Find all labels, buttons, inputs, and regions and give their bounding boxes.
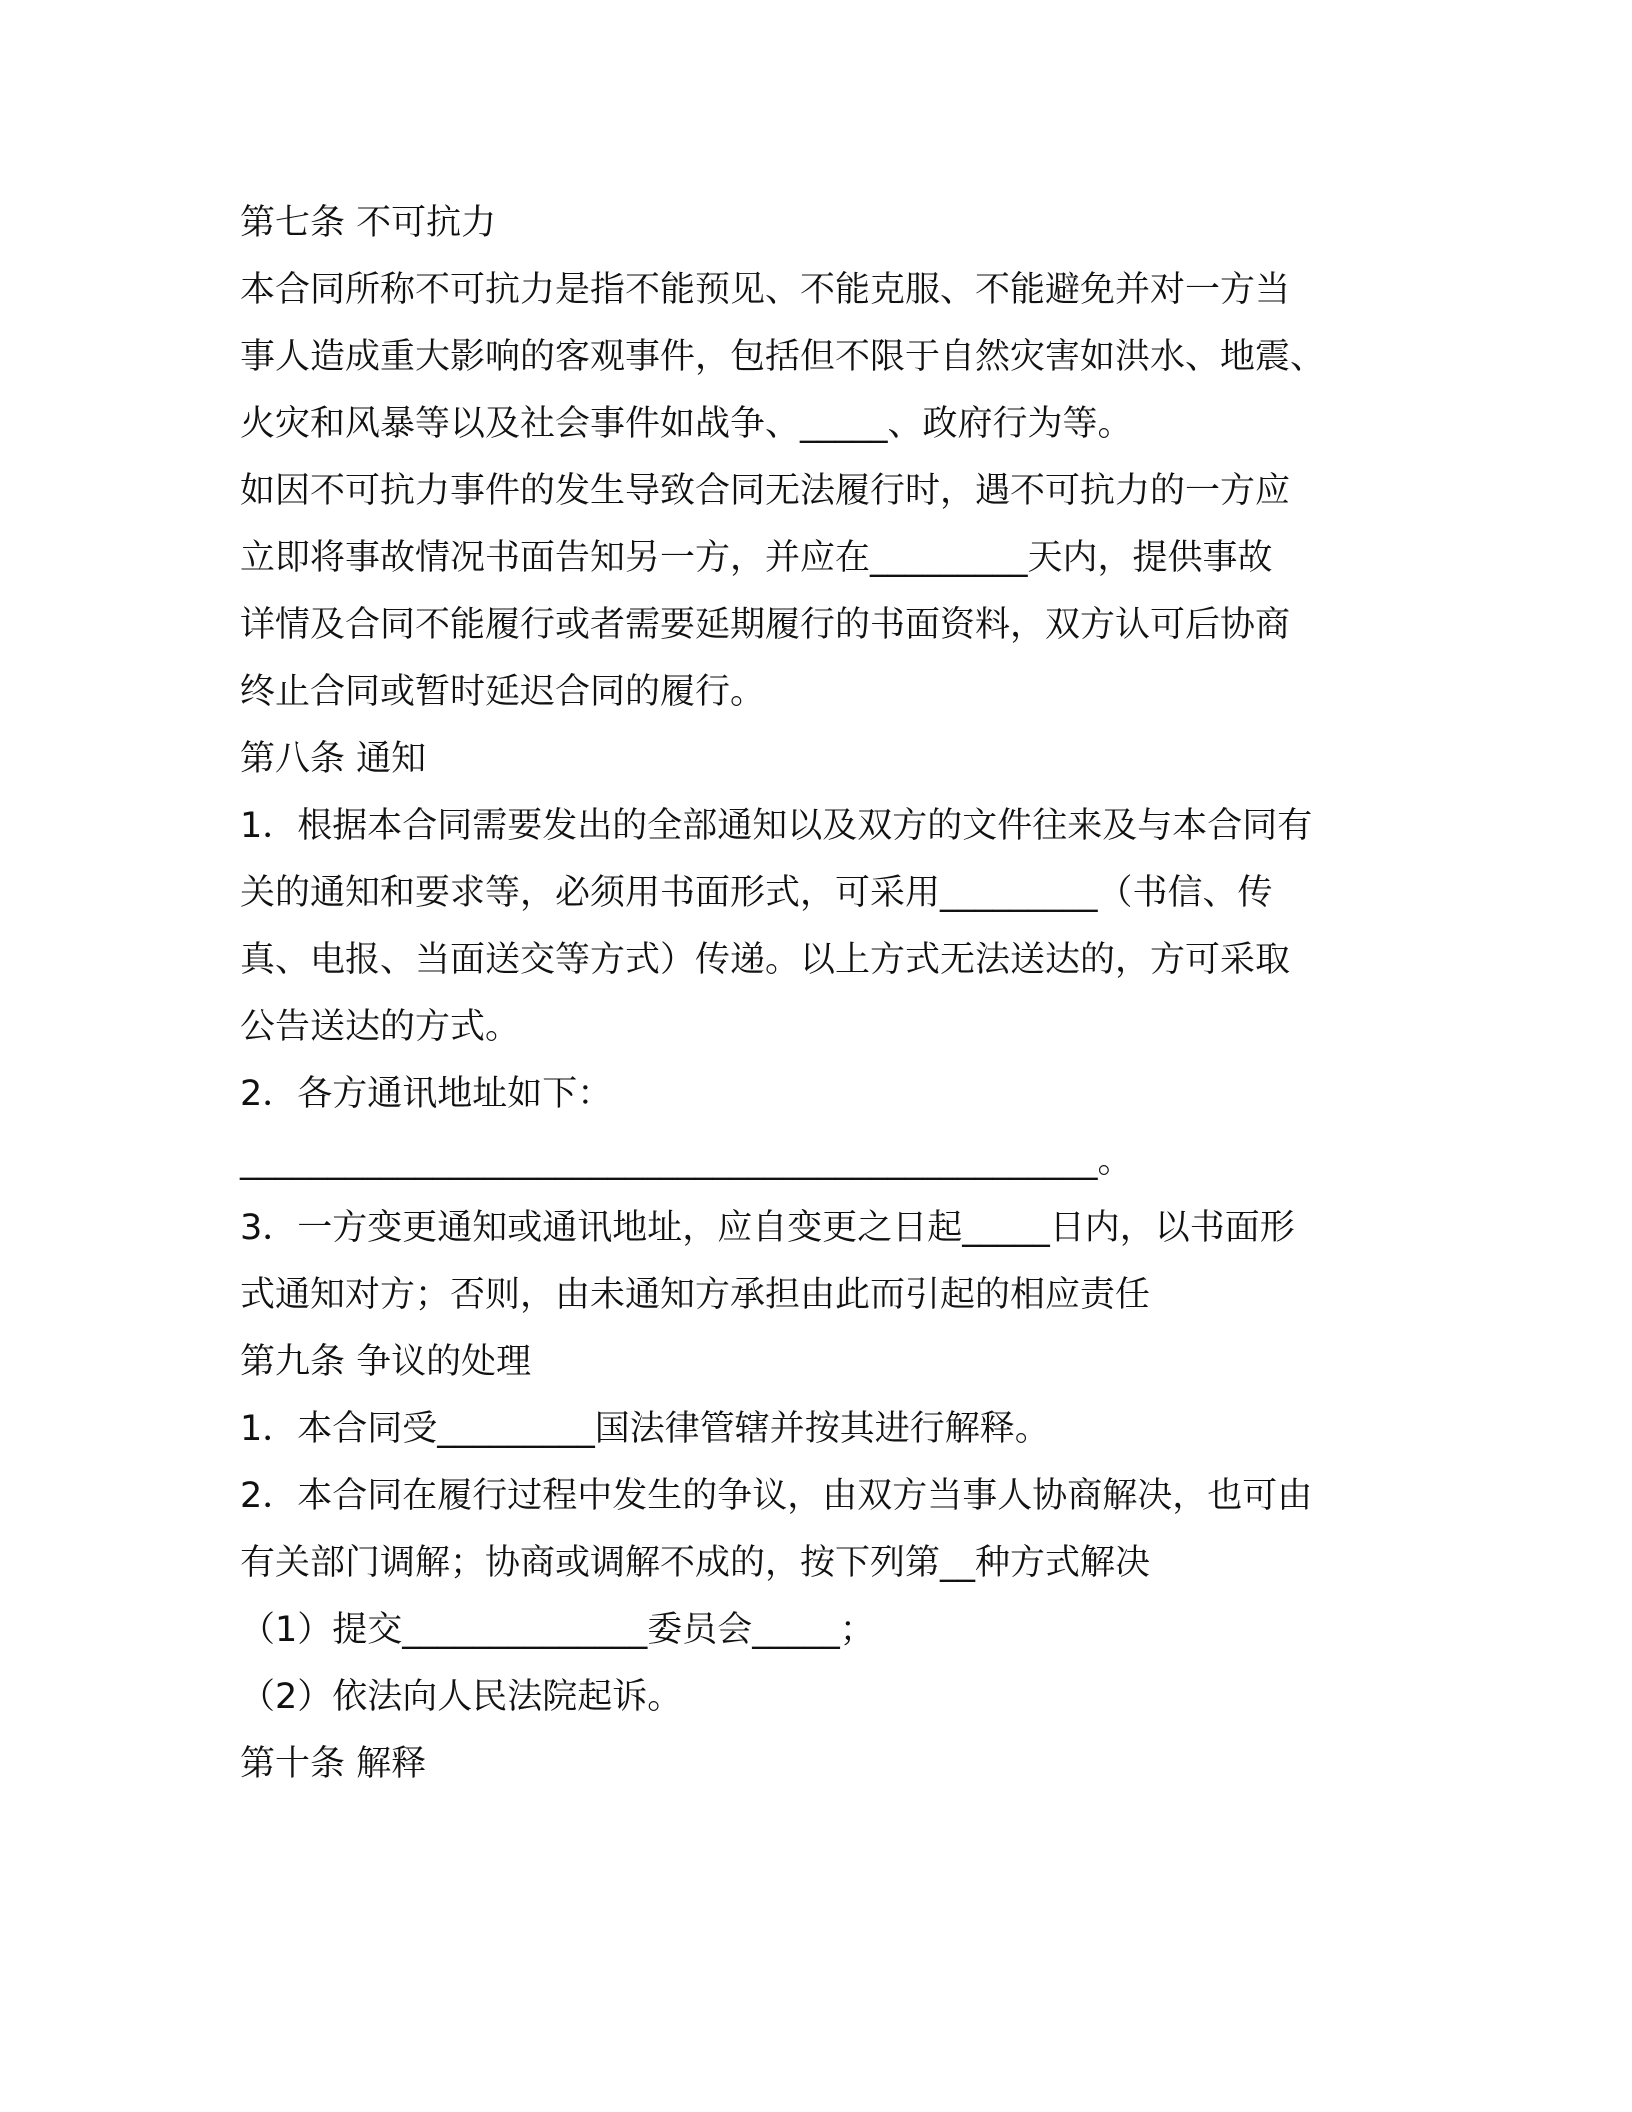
paragraph-line: （1）提交______________委员会_____； [240, 1610, 875, 1650]
paragraph-line: 终止合同或暂时延迟合同的履行。 [240, 672, 766, 712]
article-8-heading: 第八条 通知 [240, 739, 427, 779]
paragraph-line: 2．本合同在履行过程中发生的争议，由双方当事人协商解决，也可由 [240, 1476, 1313, 1516]
paragraph-line: 如因不可抗力事件的发生导致合同无法履行时，遇不可抗力的一方应 [240, 471, 1291, 511]
paragraph-line: （2）依法向人民法院起诉。 [240, 1677, 683, 1717]
paragraph-line: 详情及合同不能履行或者需要延期履行的书面资料，双方认可后协商 [240, 605, 1291, 645]
paragraph-line: 事人造成重大影响的客观事件，包括但不限于自然灾害如洪水、地震、 [240, 337, 1326, 377]
paragraph-line: 火灾和风暴等以及社会事件如战争、_____、政府行为等。 [240, 404, 1133, 444]
article-10-heading: 第十条 解释 [240, 1744, 427, 1784]
paragraph-line: 真、电报、当面送交等方式）传递。以上方式无法送达的，方可采取 [240, 940, 1291, 980]
paragraph-line: 关的通知和要求等，必须用书面形式，可采用_________（书信、传 [240, 873, 1273, 913]
paragraph-line: 1．本合同受_________国法律管辖并按其进行解释。 [240, 1409, 1050, 1449]
address-blank-line: _________________________________________________。 [240, 1141, 1133, 1181]
paragraph-line: 式通知对方；否则，由未通知方承担由此而引起的相应责任 [240, 1275, 1151, 1315]
paragraph-line: 公告送达的方式。 [240, 1007, 521, 1047]
paragraph-line: 立即将事故情况书面告知另一方，并应在_________天内，提供事故 [240, 538, 1273, 578]
paragraph-line: 1．根据本合同需要发出的全部通知以及双方的文件往来及与本合同有 [240, 806, 1313, 846]
paragraph-line: 有关部门调解；协商或调解不成的，按下列第__种方式解决 [240, 1543, 1151, 1583]
paragraph-line: 2．各方通讯地址如下： [240, 1074, 613, 1114]
article-7-heading: 第七条 不可抗力 [240, 203, 497, 243]
paragraph-line: 3．一方变更通知或通讯地址，应自变更之日起_____日内，以书面形 [240, 1208, 1295, 1248]
document-body [240, 190, 1390, 1798]
article-9-heading: 第九条 争议的处理 [240, 1342, 532, 1382]
paragraph-line: 本合同所称不可抗力是指不能预见、不能克服、不能避免并对一方当 [240, 270, 1291, 310]
